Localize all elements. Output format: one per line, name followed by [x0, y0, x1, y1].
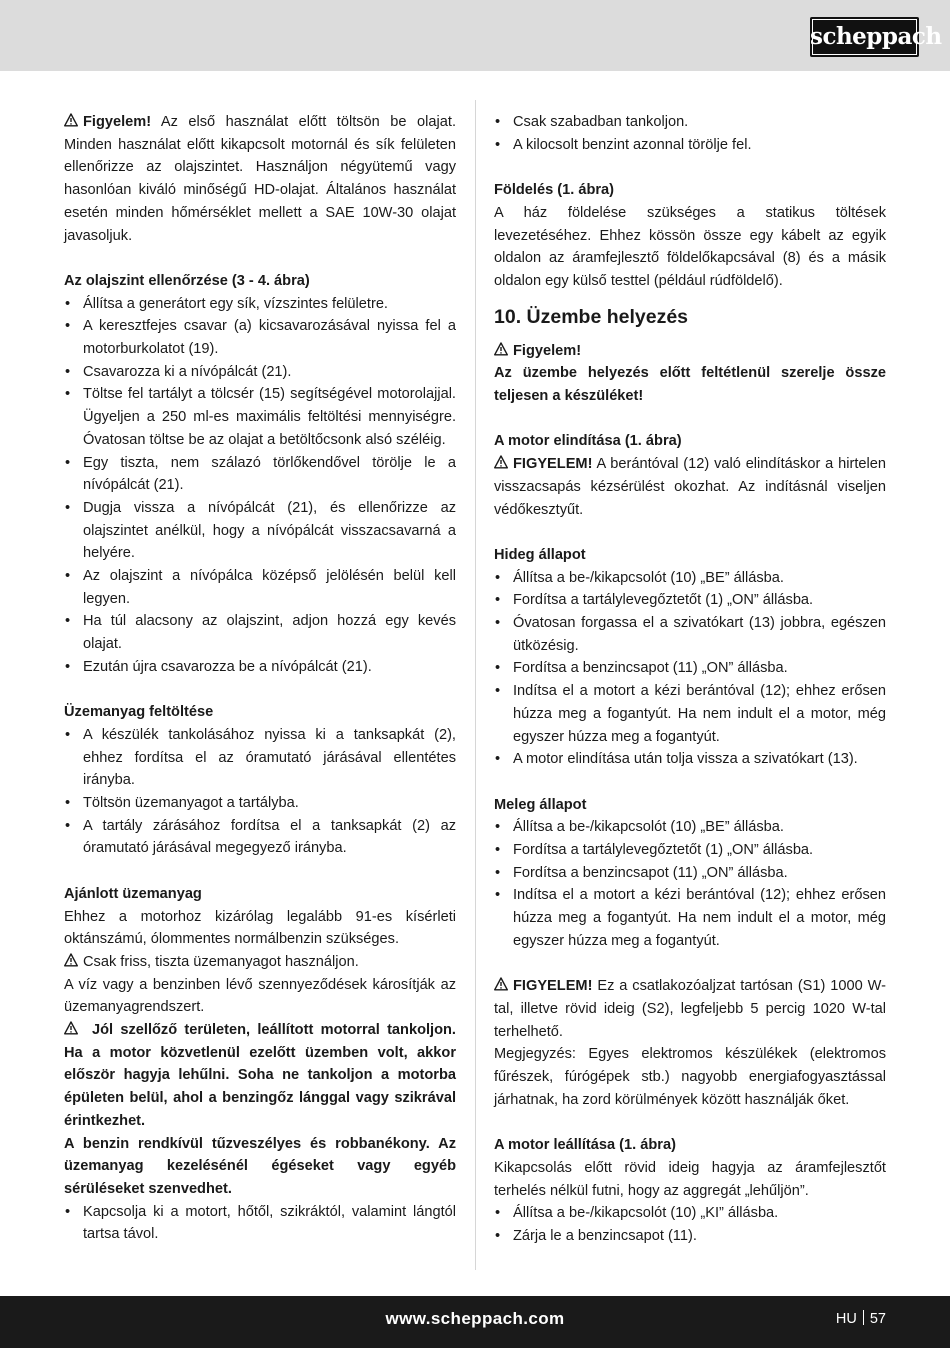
warning-icon [64, 1021, 78, 1035]
page-number-value: 57 [869, 1311, 886, 1327]
refuel-safety-list [494, 111, 886, 156]
recommended-fuel-text: Ehhez a motorhoz kizárólag legalább 91-es kísérleti oktánszámú, ólommentes normálbenzin szükséges. [64, 908, 456, 948]
warning-icon [64, 113, 78, 127]
stop-list [494, 1202, 886, 1247]
clean-fuel-text: Csak friss, tiszta üzemanyagot használjon. [83, 953, 359, 970]
language-code: HU [835, 1311, 857, 1327]
intro-paragraph [64, 111, 456, 247]
commissioning-warning-text: Az üzembe helyezés előtt feltétlenül szerelje össze teljesen a készüléket! [494, 365, 886, 405]
list-item: • A keresztfejes csavar (a) kicsavarozásával nyissa fel a motorburkolatot (19). [64, 315, 456, 360]
start-warning-paragraph [494, 453, 886, 521]
left-column [64, 111, 456, 1246]
grounding-heading: Földelés (1. ábra) [494, 182, 615, 199]
list-item: • A motor elindítása után tolja vissza a szivatókart (13). [494, 748, 886, 771]
page-number [836, 1310, 886, 1327]
list-item: • Fordítsa a benzincsapot (11) „ON” állásba. [494, 657, 886, 680]
list-item: • Csak szabadban tankoljon. [494, 111, 886, 134]
start-heading: A motor elindítása (1. ábra) [494, 433, 682, 450]
warning-icon [494, 455, 508, 469]
socket-warning-text: Ez a csatlakozóaljzat tartósan (S1) 1000 W-tal, illetve rövid ideig (S2), legfeljebb 5 percig 1020 W-tal terhelhető. [494, 978, 886, 1040]
fuel-heading: Üzemanyag feltöltése [64, 704, 214, 721]
start-warning-text: A berántóval (12) való elindításkor a hirtelen visszacsapás kézsérülést okozhat. Az indításnál viseljen védőkesztyűt. [494, 456, 886, 518]
stop-heading: A motor leállítása (1. ábra) [494, 1137, 676, 1154]
commissioning-warning-label: Figyelem! [513, 342, 582, 359]
list-item: • Fordítsa a benzincsapot (11) „ON” állásba. [494, 862, 886, 885]
ventilation-warning-text: Jól szellőző területen, leállított motorral tankoljon. Ha a motor közvetlenül ezelőtt üzemben volt, akkor először hagyja lehűlni. Soha ne tankoljon a motorba épületen belül, ahol a benzingőz lánggal vagy szikrával érintkezhet. [64, 1022, 456, 1129]
list-item: • Indítsa el a motort a kézi berántóval (12); ehhez erősen húzza meg a fogantyút. Ha nem indult el a motor, még egyszer húzza meg a fogantyút. [494, 680, 886, 748]
stop-text: Kikapcsolás előtt rövid ideig hagyja az áramfejlesztőt terhelés nélkül futni, hogy az aggregát „lehűljön”. [494, 1159, 886, 1199]
list-item: • Fordítsa a tartálylevegőztetőt (1) „ON” állásba. [494, 589, 886, 612]
oil-check-list [64, 293, 456, 679]
scheppach-logo: scheppach [810, 17, 919, 57]
list-item: • Fordítsa a tartálylevegőztetőt (1) „ON” állásba. [494, 839, 886, 862]
grounding-text: A ház földelése szükséges a statikus töltések levezetéséhez. Ehhez kössön össze egy kábelt az egyik oldalon az áramfejlesztő földelőkapcsával (8) és a másik oldalon egy külső testtel (például rúdföldelő). [494, 204, 886, 289]
warning-icon [494, 977, 508, 991]
list-item: • Állítsa a be-/kikapcsolót (10) „BE” állásba. [494, 567, 886, 590]
cold-state-list [494, 567, 886, 771]
footer-bar [0, 1296, 950, 1348]
list-item: • Dugja vissza a nívópálcát (21), és ellenőrizze az olajszintet anélkül, hogy a nívópálcát visszacsavarná a helyére. [64, 497, 456, 565]
list-item: • Állítsa a generátort egy sík, vízszintes felületre. [64, 293, 456, 316]
warning-icon [64, 953, 78, 967]
list-item: • Ezután újra csavarozza be a nívópálcát (21). [64, 656, 456, 679]
commissioning-warning-paragraph [494, 340, 886, 363]
list-item: • Töltsön üzemanyagot a tartályba. [64, 792, 456, 815]
list-item: • Egy tiszta, nem szálazó törlőkendővel törölje le a nívópálcát (21). [64, 452, 456, 497]
list-item: • Az olajszint a nívópálca középső jelölésén belül kell legyen. [64, 565, 456, 610]
list-item: • Óvatosan forgassa el a szivatókart (13) jobbra, egészen ütközésig. [494, 612, 886, 657]
list-item: • Töltse fel tartályt a tölcsér (15) segítségével motorolajjal. Ügyeljen a 250 ml-es maximális feltöltési mennyiségre. Óvatosan töltse be az olajat a betöltőcsonk alsó széléig. [64, 383, 456, 451]
ventilation-warning-paragraph [64, 1019, 456, 1133]
list-item: • Indítsa el a motort a kézi berántóval (12); ehhez erősen húzza meg a fogantyút. Ha nem indult el a motor, még egyszer húzza meg a fogantyút. [494, 884, 886, 952]
fuel-list [64, 724, 456, 860]
list-item: • Kapcsolja ki a motort, hőtől, szikráktól, valamint lángtól tartsa távol. [64, 1201, 456, 1246]
note-text: Megjegyzés: Egyes elektromos készülékek (elektromos fűrészek, fúrógépek stb.) nagyobb energiafogyasztással járhatnak, ha zord körülmények között használják őket. [494, 1046, 886, 1108]
intro-text: Az első használat előtt töltsön be olajat. Minden használat előtt kikapcsolt motornál és sík felületen ellenőrizze az olajszintet. Használjon négyütemű vagy hasonlóan kiváló minőségű HD-olajat. Általános használat esetén minden hőmérséklet mellett a SAE 10W-30 olajat javasoljuk. [64, 114, 456, 244]
list-item: • Állítsa a be-/kikapcsolót (10) „BE” állásba. [494, 816, 886, 839]
list-item: • Csavarozza ki a nívópálcát (21). [64, 361, 456, 384]
list-item: • A tartály zárásához fordítsa el a tanksapkát (2) az óramutató járásával megegyező irányba. [64, 815, 456, 860]
oil-check-heading: Az olajszint ellenőrzése (3 - 4. ábra) [64, 272, 310, 289]
warning-icon [494, 342, 508, 356]
start-warning-label: FIGYELEM! [513, 456, 593, 473]
list-item: • Zárja le a benzincsapot (11). [494, 1225, 886, 1248]
clean-fuel-paragraph [64, 951, 456, 974]
list-item: • Ha túl alacsony az olajszint, adjon hozzá egy kevés olajat. [64, 610, 456, 655]
right-column [494, 111, 886, 1248]
list-item: • Állítsa a be-/kikapcsolót (10) „KI” állásba. [494, 1202, 886, 1225]
column-divider [475, 100, 476, 1270]
section-title: 10. Üzembe helyezés [494, 305, 689, 328]
cold-state-heading: Hideg állapot [494, 546, 586, 563]
intro-warning-label: Figyelem! [83, 114, 152, 130]
recommended-fuel-heading: Ajánlott üzemanyag [64, 885, 202, 902]
page-separator [863, 1310, 864, 1325]
warm-state-list [494, 816, 886, 952]
socket-warning-paragraph [494, 975, 886, 1043]
flammable-warning-text: A benzin rendkívül tűzveszélyes és robbanékony. Az üzemanyag kezelésénél égéseket vagy egyéb sérüléseket szenvedhet. [64, 1135, 456, 1197]
final-list [64, 1201, 456, 1246]
contamination-text: A víz vagy a benzinben lévő szennyeződések károsítják az üzemanyagrendszert. [64, 976, 456, 1016]
list-item: • A kilocsolt benzint azonnal törölje fel. [494, 134, 886, 157]
footer-url: www.scheppach.com [385, 1309, 565, 1328]
header-bar [0, 0, 950, 71]
warm-state-heading: Meleg állapot [494, 796, 587, 813]
socket-warning-label: FIGYELEM! [513, 978, 593, 995]
list-item: • A készülék tankolásához nyissa ki a tanksapkát (2), ehhez fordítsa el az óramutató járásával ellentétes irányba. [64, 724, 456, 792]
